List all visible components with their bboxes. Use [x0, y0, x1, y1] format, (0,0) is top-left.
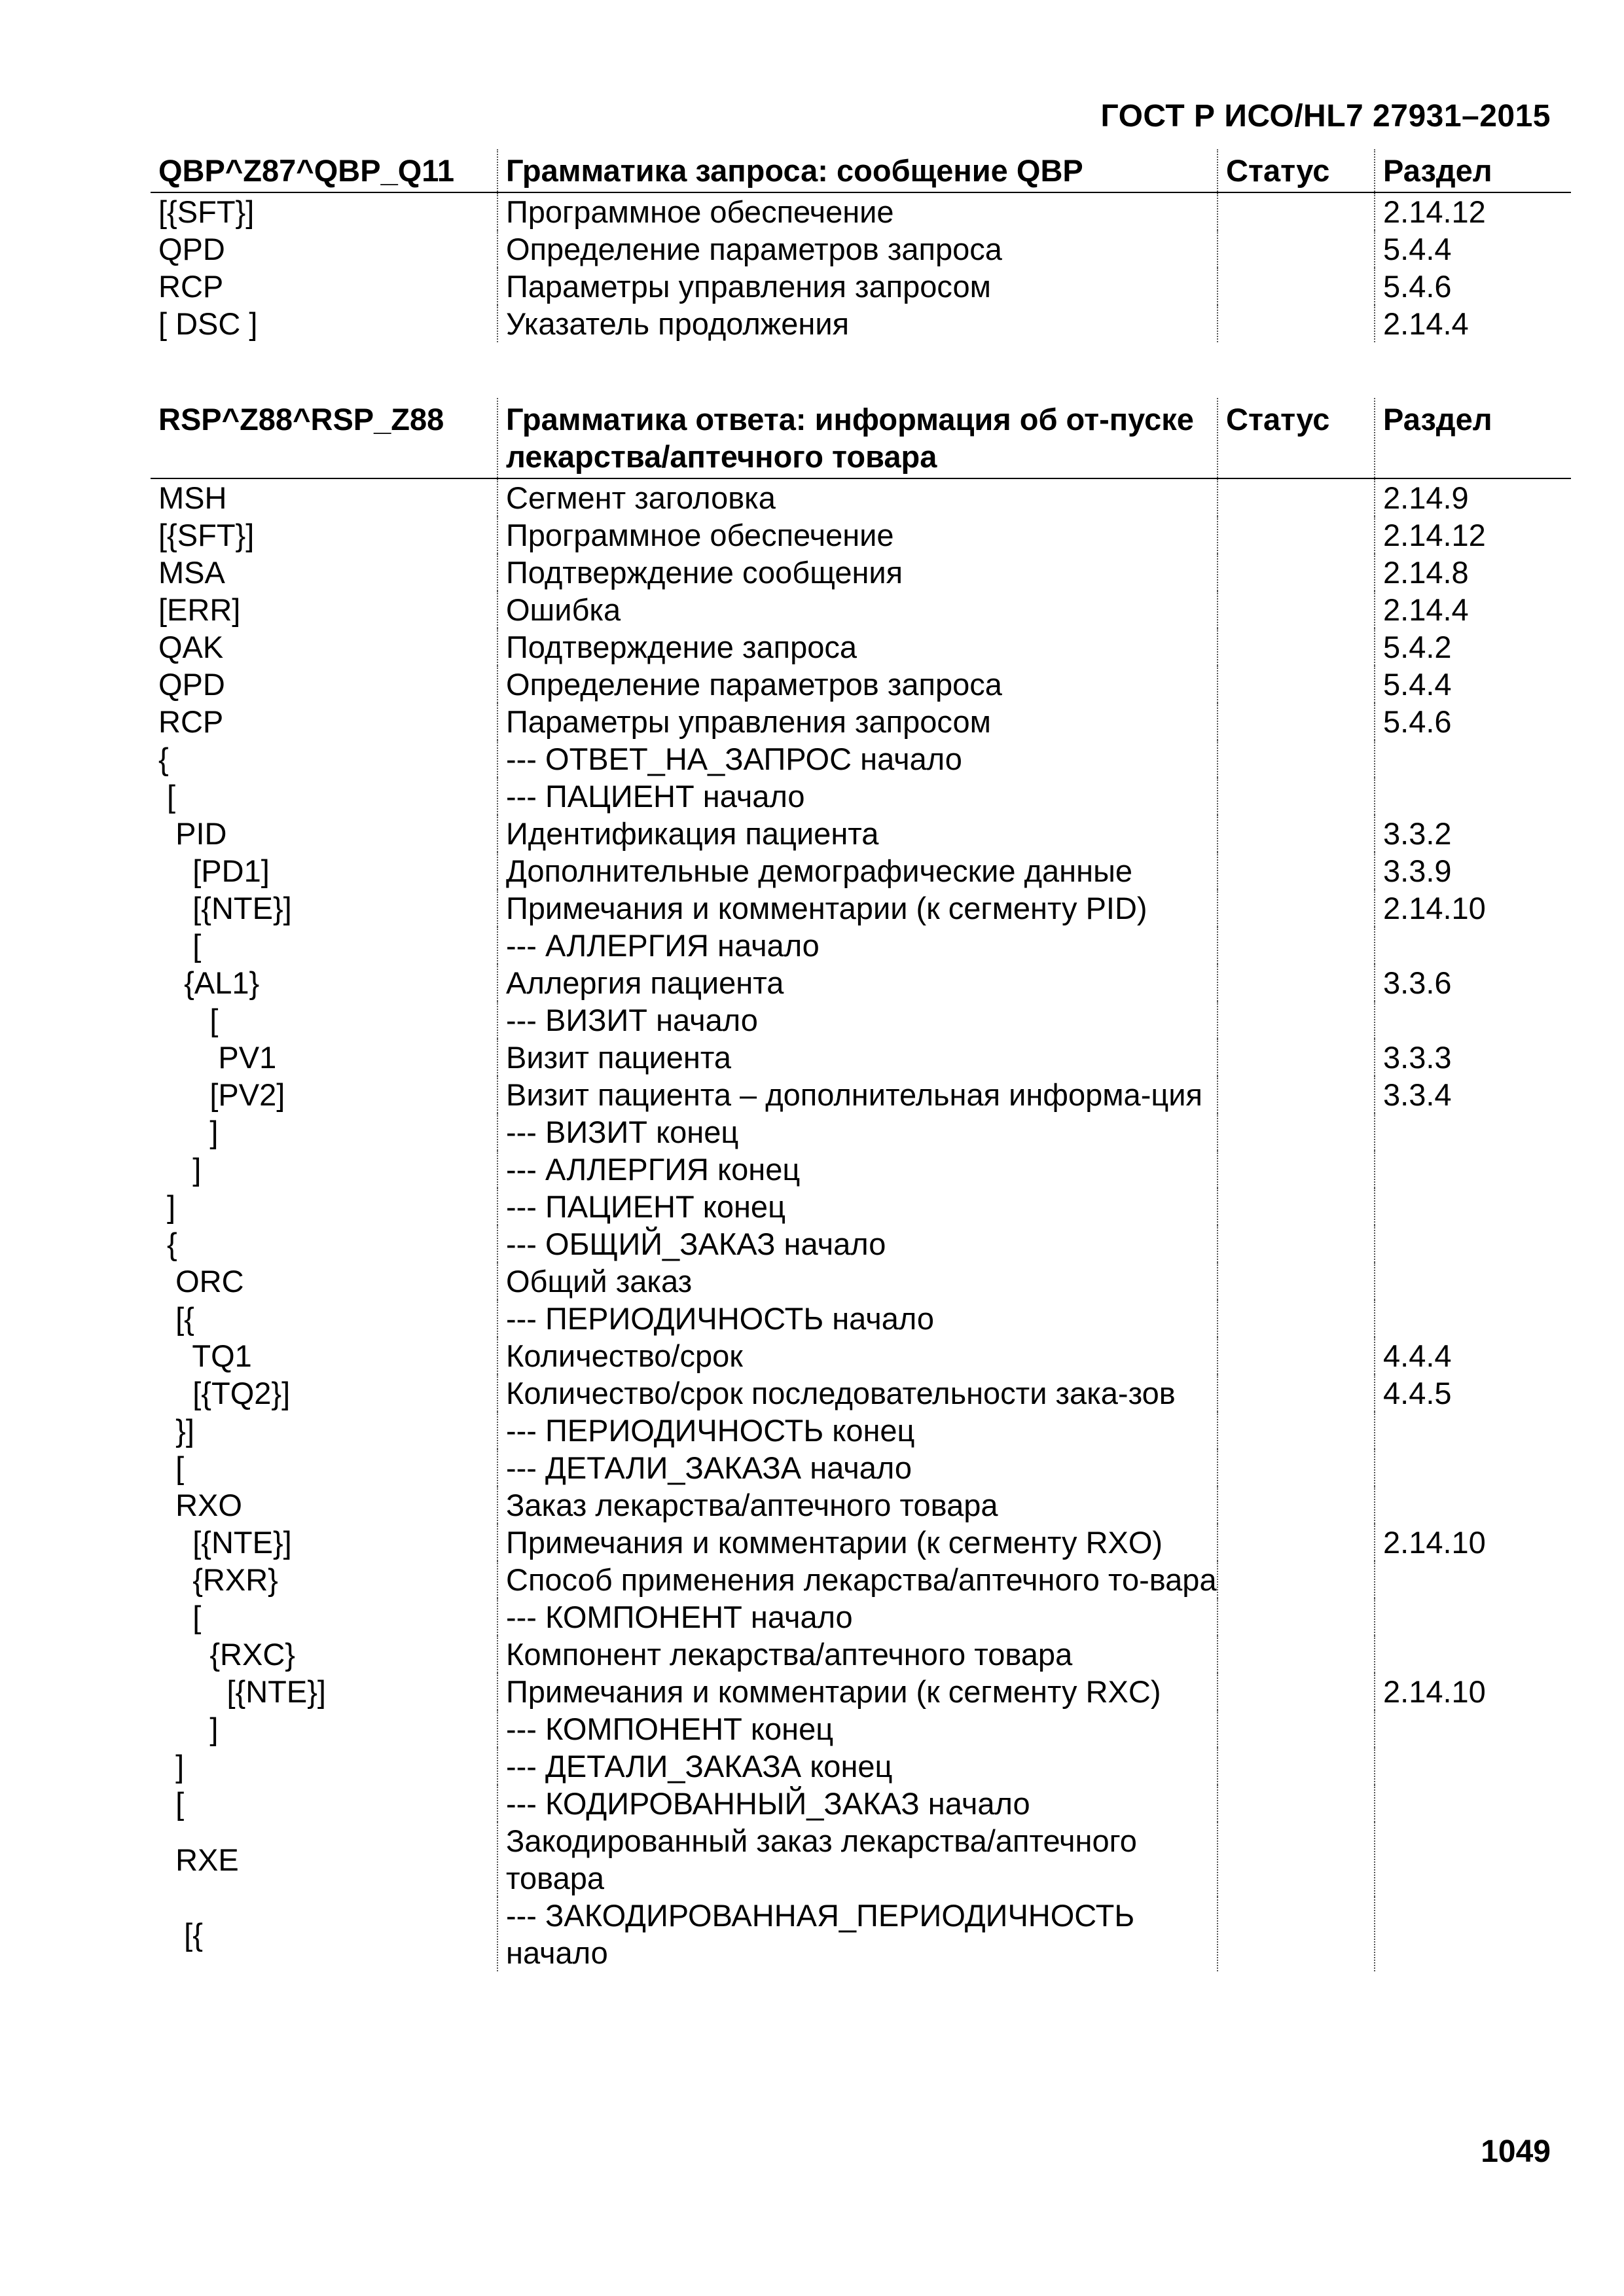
segment-cell: QPD: [158, 667, 225, 702]
table-row: [151, 1524, 1571, 1561]
table-row: [151, 852, 1571, 889]
description-cell: --- ПАЦИЕНТ конец: [497, 1188, 1218, 1225]
column-header-section: Раздел: [1375, 149, 1571, 192]
section-cell: [1375, 778, 1571, 815]
table-row: [151, 964, 1571, 1001]
description-cell: Сегмент заголовка: [497, 478, 1218, 516]
status-cell: [1218, 628, 1375, 666]
table-row: [151, 1188, 1571, 1225]
section-cell: [1375, 1897, 1571, 1971]
table-row: [151, 1374, 1571, 1412]
status-cell: [1218, 230, 1375, 268]
column-header-grammar: Грамматика ответа: информация об от-пуске лекарства/аптечного товара: [497, 398, 1218, 478]
section-cell: [1375, 1412, 1571, 1449]
status-cell: [1218, 1225, 1375, 1263]
section-cell: [1375, 1188, 1571, 1225]
table-row: [151, 1785, 1571, 1822]
page-number: 1049: [1481, 2134, 1551, 2169]
table-row: [151, 305, 1571, 342]
section-cell: [1375, 1710, 1571, 1748]
table-row: [151, 1748, 1571, 1785]
segment-cell: [ DSC ]: [158, 306, 258, 341]
description-cell: Примечания и комментарии (к сегменту PID): [497, 889, 1218, 927]
description-cell: Параметры управления запросом: [497, 703, 1218, 740]
section-cell: [1375, 1486, 1571, 1524]
status-cell: [1218, 1673, 1375, 1710]
segment-cell: [: [158, 1450, 185, 1485]
segment-cell: }]: [158, 1413, 194, 1448]
segment-cell: MSH: [158, 480, 227, 515]
status-cell: [1218, 1449, 1375, 1486]
status-cell: [1218, 1300, 1375, 1337]
status-cell: [1218, 1486, 1375, 1524]
section-cell: 5.4.2: [1375, 628, 1571, 666]
section-cell: [1375, 1225, 1571, 1263]
table-row: [151, 554, 1571, 591]
table-row: [151, 1113, 1571, 1151]
status-cell: [1218, 1337, 1375, 1374]
segment-cell: [PD1]: [158, 853, 270, 888]
table-row: [151, 230, 1571, 268]
section-cell: 2.14.10: [1375, 1673, 1571, 1710]
section-cell: [1375, 1151, 1571, 1188]
column-header-message: RSP^Z88^RSP_Z88: [158, 402, 444, 437]
table-row: [151, 927, 1571, 964]
description-cell: --- ПЕРИОДИЧНОСТЬ конец: [497, 1412, 1218, 1449]
column-header-status: Статус: [1218, 398, 1375, 478]
section-cell: 4.4.5: [1375, 1374, 1571, 1412]
description-cell: Закодированный заказ лекарства/аптечного товара: [497, 1822, 1218, 1897]
section-cell: 3.3.4: [1375, 1076, 1571, 1113]
table-header-row: [151, 149, 1571, 192]
description-cell: Ошибка: [497, 591, 1218, 628]
description-cell: Визит пациента – дополнительная информа-ция: [497, 1076, 1218, 1113]
segment-cell: {: [158, 1227, 177, 1261]
status-cell: [1218, 740, 1375, 778]
table-row: [151, 192, 1571, 230]
section-cell: 3.3.3: [1375, 1039, 1571, 1076]
table-row: [151, 1673, 1571, 1710]
segment-cell: [PV2]: [158, 1077, 285, 1112]
description-cell: Определение параметров запроса: [497, 230, 1218, 268]
description-cell: --- ДЕТАЛИ_ЗАКАЗА конец: [497, 1748, 1218, 1785]
status-cell: [1218, 1636, 1375, 1673]
status-cell: [1218, 305, 1375, 342]
section-cell: 2.14.4: [1375, 591, 1571, 628]
table-row: [151, 1449, 1571, 1486]
segment-cell: ORC: [158, 1264, 244, 1299]
table-row: [151, 1300, 1571, 1337]
table-row: [151, 628, 1571, 666]
table-row: [151, 591, 1571, 628]
description-cell: Подтверждение сообщения: [497, 554, 1218, 591]
section-cell: 5.4.4: [1375, 230, 1571, 268]
description-cell: Количество/срок последовательности зака-зов: [497, 1374, 1218, 1412]
section-cell: 2.14.10: [1375, 889, 1571, 927]
table-row: [151, 1263, 1571, 1300]
table-row: [151, 1225, 1571, 1263]
segment-cell: [: [158, 928, 202, 963]
table-row: [151, 516, 1571, 554]
segment-cell: RCP: [158, 269, 224, 304]
table-row: [151, 1412, 1571, 1449]
segment-cell: TQ1: [158, 1338, 252, 1373]
column-header-message: QBP^Z87^QBP_Q11: [158, 153, 454, 188]
segment-cell: MSA: [158, 555, 225, 590]
status-cell: [1218, 1188, 1375, 1225]
status-cell: [1218, 852, 1375, 889]
status-cell: [1218, 478, 1375, 516]
table-row: [151, 1561, 1571, 1598]
status-cell: [1218, 516, 1375, 554]
status-cell: [1218, 703, 1375, 740]
status-cell: [1218, 1822, 1375, 1897]
status-cell: [1218, 1374, 1375, 1412]
description-cell: --- КОДИРОВАННЫЙ_ЗАКАЗ начало: [497, 1785, 1218, 1822]
description-cell: Указатель продолжения: [497, 305, 1218, 342]
status-cell: [1218, 778, 1375, 815]
section-cell: 2.14.10: [1375, 1524, 1571, 1561]
table-row: [151, 1598, 1571, 1636]
section-cell: 5.4.4: [1375, 666, 1571, 703]
description-cell: Определение параметров запроса: [497, 666, 1218, 703]
section-cell: 2.14.8: [1375, 554, 1571, 591]
segment-cell: {RXR}: [158, 1562, 278, 1597]
description-cell: Заказ лекарства/аптечного товара: [497, 1486, 1218, 1524]
segment-cell: [: [158, 1786, 185, 1821]
table-row: [151, 1001, 1571, 1039]
table-row: [151, 1897, 1571, 1971]
description-cell: Аллергия пациента: [497, 964, 1218, 1001]
segment-cell: [{NTE}]: [158, 891, 292, 925]
description-cell: Дополнительные демографические данные: [497, 852, 1218, 889]
table-row: [151, 666, 1571, 703]
qbp-grammar-table: [151, 149, 1571, 342]
status-cell: [1218, 554, 1375, 591]
description-cell: --- АЛЛЕРГИЯ конец: [497, 1151, 1218, 1188]
status-cell: [1218, 591, 1375, 628]
section-cell: [1375, 927, 1571, 964]
section-cell: [1375, 1001, 1571, 1039]
section-cell: [1375, 1449, 1571, 1486]
status-cell: [1218, 1897, 1375, 1971]
description-cell: --- ЗАКОДИРОВАННАЯ_ПЕРИОДИЧНОСТЬ начало: [497, 1897, 1218, 1971]
description-cell: Способ применения лекарства/аптечного то-вара: [497, 1561, 1218, 1598]
segment-cell: ]: [158, 1749, 185, 1784]
table-row: [151, 1822, 1571, 1897]
column-header-status: Статус: [1218, 149, 1375, 192]
status-cell: [1218, 1263, 1375, 1300]
segment-cell: [{: [158, 1916, 203, 1952]
status-cell: [1218, 1710, 1375, 1748]
table-row: [151, 889, 1571, 927]
segment-cell: {RXC}: [158, 1637, 295, 1672]
description-cell: --- ВИЗИТ начало: [497, 1001, 1218, 1039]
table-row: [151, 778, 1571, 815]
table-row: [151, 478, 1571, 516]
segment-cell: RCP: [158, 704, 224, 739]
segment-cell: QAK: [158, 630, 224, 664]
status-cell: [1218, 1113, 1375, 1151]
description-cell: --- ПЕРИОДИЧНОСТЬ начало: [497, 1300, 1218, 1337]
description-cell: --- КОМПОНЕНТ конец: [497, 1710, 1218, 1748]
description-cell: --- ДЕТАЛИ_ЗАКАЗА начало: [497, 1449, 1218, 1486]
rsp-grammar-body: [151, 478, 1571, 1971]
table-row: [151, 1710, 1571, 1748]
segment-cell: [{NTE}]: [158, 1525, 292, 1560]
description-cell: Компонент лекарства/аптечного товара: [497, 1636, 1218, 1673]
section-cell: [1375, 1113, 1571, 1151]
section-cell: 4.4.4: [1375, 1337, 1571, 1374]
segment-cell: RXE: [158, 1842, 239, 1877]
section-cell: 2.14.9: [1375, 478, 1571, 516]
table-row: [151, 1151, 1571, 1188]
segment-cell: [{TQ2}]: [158, 1376, 291, 1410]
table-row: [151, 815, 1571, 852]
segment-cell: [: [158, 779, 176, 814]
status-cell: [1218, 1785, 1375, 1822]
section-cell: 3.3.2: [1375, 815, 1571, 852]
table-row: [151, 268, 1571, 305]
description-cell: Визит пациента: [497, 1039, 1218, 1076]
rsp-grammar-table: [151, 398, 1571, 1971]
table-row: [151, 1039, 1571, 1076]
table-row: [151, 740, 1571, 778]
segment-cell: PID: [158, 816, 227, 851]
status-cell: [1218, 1076, 1375, 1113]
section-cell: [1375, 1300, 1571, 1337]
description-cell: --- КОМПОНЕНТ начало: [497, 1598, 1218, 1636]
description-cell: --- ПАЦИЕНТ начало: [497, 778, 1218, 815]
description-cell: Примечания и комментарии (к сегменту RXC): [497, 1673, 1218, 1710]
segment-cell: QPD: [158, 232, 225, 266]
description-cell: Подтверждение запроса: [497, 628, 1218, 666]
description-cell: Программное обеспечение: [497, 516, 1218, 554]
table-row: [151, 1636, 1571, 1673]
status-cell: [1218, 192, 1375, 230]
description-cell: Общий заказ: [497, 1263, 1218, 1300]
status-cell: [1218, 1039, 1375, 1076]
table-row: [151, 1337, 1571, 1374]
status-cell: [1218, 666, 1375, 703]
status-cell: [1218, 1748, 1375, 1785]
section-cell: 2.14.4: [1375, 305, 1571, 342]
table-row: [151, 1486, 1571, 1524]
section-cell: [1375, 1748, 1571, 1785]
status-cell: [1218, 1524, 1375, 1561]
segment-cell: PV1: [158, 1040, 277, 1075]
description-cell: --- ОБЩИЙ_ЗАКАЗ начало: [497, 1225, 1218, 1263]
segment-cell: [ERR]: [158, 592, 241, 627]
section-cell: [1375, 1822, 1571, 1897]
segment-cell: [{SFT}]: [158, 194, 255, 229]
column-header-section: Раздел: [1375, 398, 1571, 478]
segment-cell: [{SFT}]: [158, 518, 255, 552]
section-cell: [1375, 1636, 1571, 1673]
status-cell: [1218, 1598, 1375, 1636]
column-header-grammar: Грамматика запроса: сообщение QBP: [497, 149, 1218, 192]
segment-cell: ]: [158, 1189, 176, 1224]
section-cell: [1375, 1785, 1571, 1822]
section-cell: 5.4.6: [1375, 703, 1571, 740]
table-header-row: [151, 398, 1571, 478]
status-cell: [1218, 268, 1375, 305]
description-cell: Идентификация пациента: [497, 815, 1218, 852]
page-header: ГОСТ Р ИСО/HL7 27931–2015: [1100, 99, 1551, 134]
description-cell: --- АЛЛЕРГИЯ начало: [497, 927, 1218, 964]
status-cell: [1218, 815, 1375, 852]
section-cell: [1375, 740, 1571, 778]
segment-cell: ]: [158, 1152, 202, 1187]
segment-cell: [{: [158, 1301, 194, 1336]
section-cell: [1375, 1598, 1571, 1636]
status-cell: [1218, 1561, 1375, 1598]
segment-cell: ]: [158, 1712, 219, 1746]
status-cell: [1218, 889, 1375, 927]
segment-cell: RXO: [158, 1488, 242, 1522]
section-cell: [1375, 1263, 1571, 1300]
section-cell: 3.3.9: [1375, 852, 1571, 889]
description-cell: --- ВИЗИТ конец: [497, 1113, 1218, 1151]
qbp-grammar-body: [151, 192, 1571, 342]
segment-cell: [: [158, 1003, 219, 1037]
description-cell: Параметры управления запросом: [497, 268, 1218, 305]
segment-cell: {AL1}: [158, 965, 260, 1000]
segment-cell: ]: [158, 1115, 219, 1149]
description-cell: --- ОТВЕТ_НА_ЗАПРОС начало: [497, 740, 1218, 778]
table-row: [151, 703, 1571, 740]
status-cell: [1218, 1412, 1375, 1449]
description-cell: Программное обеспечение: [497, 192, 1218, 230]
status-cell: [1218, 1001, 1375, 1039]
section-cell: 3.3.6: [1375, 964, 1571, 1001]
segment-cell: [: [158, 1600, 202, 1634]
description-cell: Количество/срок: [497, 1337, 1218, 1374]
status-cell: [1218, 927, 1375, 964]
status-cell: [1218, 1151, 1375, 1188]
segment-cell: [{NTE}]: [158, 1674, 326, 1709]
table-row: [151, 1076, 1571, 1113]
section-cell: 2.14.12: [1375, 192, 1571, 230]
section-cell: [1375, 1561, 1571, 1598]
section-cell: 2.14.12: [1375, 516, 1571, 554]
description-cell: Примечания и комментарии (к сегменту RXO): [497, 1524, 1218, 1561]
segment-cell: {: [158, 742, 169, 776]
section-cell: 5.4.6: [1375, 268, 1571, 305]
status-cell: [1218, 964, 1375, 1001]
